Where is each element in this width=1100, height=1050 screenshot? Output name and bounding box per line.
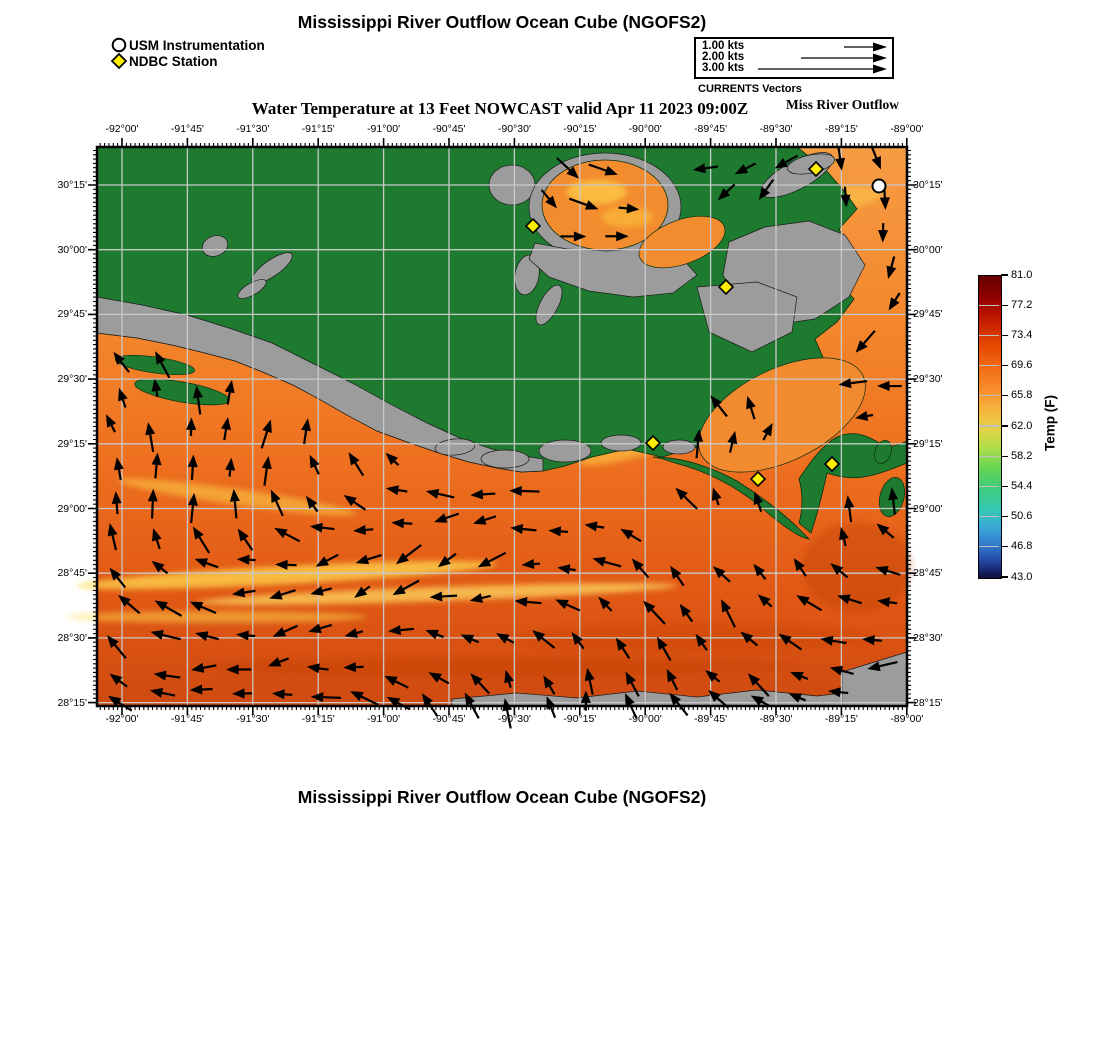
y-tick-label: 28°45': [57, 567, 87, 580]
vector-key-row-2: 2.00 kts: [702, 51, 745, 63]
x-tick-label: -91°45': [170, 713, 204, 725]
vector-arrow-icon: [873, 43, 887, 52]
colorbar-level-line: [979, 546, 999, 547]
colorbar-tick-label: 65.8: [1011, 389, 1033, 402]
y-tick-label: 30°00': [57, 243, 87, 256]
y-tick-label: 29°30': [57, 373, 87, 386]
legend-ndbc-label: NDBC Station: [129, 54, 218, 69]
colorbar-tick: [1001, 335, 1008, 336]
colorbar-tick: [1001, 395, 1008, 396]
y-tick-label: 28°30': [913, 631, 943, 644]
y-tick-label: 30°00': [913, 243, 943, 256]
x-tick-label: -91°15': [301, 713, 335, 725]
colorbar-tick-label: 54.4: [1011, 479, 1033, 492]
y-tick-label: 29°30': [913, 373, 943, 386]
x-tick-label: -91°00': [367, 713, 401, 725]
vector-arrow-icon: [873, 65, 887, 74]
x-tick-label: -91°45': [170, 123, 204, 135]
legend-usm-label: USM Instrumentation: [129, 38, 265, 53]
colorbar-level-line: [979, 456, 999, 457]
colorbar-tick-label: 62.0: [1011, 419, 1033, 432]
colorbar-tick-label: 73.4: [1011, 328, 1033, 341]
figure-title: Mississippi River Outflow Ocean Cube (NGOFS2): [297, 12, 707, 32]
y-tick-label: 29°45': [57, 308, 87, 321]
colorbar-level-line: [979, 425, 999, 426]
y-tick-label: 28°45': [913, 567, 943, 580]
vector-key-arrows: [696, 39, 892, 77]
y-tick-label: 29°00': [57, 502, 87, 515]
x-tick-label: -89°45': [694, 713, 728, 725]
colorbar-tick: [1001, 365, 1008, 366]
colorbar-tick: [1001, 456, 1008, 457]
circle-icon: [113, 39, 126, 52]
x-tick-label: -89°45': [694, 123, 728, 135]
currents-caption: CURRENTS Vectors: [698, 83, 802, 95]
y-tick-label: 28°15': [913, 696, 943, 709]
plot-subtitle: Water Temperature at 13 Feet NOWCAST valid Apr 11 2023 09:00Z: [251, 99, 749, 118]
colorbar-tick: [1001, 425, 1008, 426]
colorbar-gradient: [978, 275, 1002, 579]
x-tick-label: -90°00': [628, 123, 662, 135]
colorbar-tick-label: 77.2: [1011, 298, 1033, 311]
x-tick-label: -90°15': [563, 123, 597, 135]
colorbar-level-line: [979, 516, 999, 517]
x-tick-label: -91°15': [301, 123, 335, 135]
y-tick-label: 28°15': [57, 696, 87, 709]
x-tick-label: -89°30': [759, 713, 793, 725]
vector-key-box: [694, 37, 894, 79]
y-tick-label: 30°15': [57, 179, 87, 191]
vector-key-row-1: 1.00 kts: [702, 40, 745, 52]
x-tick-label: -90°30': [497, 123, 531, 135]
colorbar-tick: [1001, 546, 1008, 547]
x-tick-label: -90°45': [432, 123, 466, 135]
colorbar-tick: [1001, 274, 1008, 275]
x-tick-label: -90°30': [497, 713, 531, 725]
x-tick-label: -89°30': [759, 123, 793, 135]
colorbar-tick-label: 50.6: [1011, 510, 1033, 523]
y-tick-label: 28°30': [57, 631, 87, 644]
y-tick-label: 29°15': [913, 437, 943, 450]
y-tick-label: 29°15': [57, 437, 87, 450]
colorbar-tick: [1001, 516, 1008, 517]
colorbar-tick-label: 69.6: [1011, 359, 1033, 372]
colorbar-tick: [1001, 305, 1008, 306]
colorbar-level-line: [979, 335, 999, 336]
y-tick-label: 29°45': [913, 308, 943, 321]
x-tick-label: -91°00': [367, 123, 401, 135]
x-tick-label: -92°00': [105, 713, 139, 725]
colorbar-tick-label: 46.8: [1011, 540, 1033, 553]
vector-arrow-icon: [873, 54, 887, 63]
map-plot: [97, 147, 907, 706]
colorbar-tick-label: 43.0: [1011, 570, 1033, 583]
colorbar-title: Temp (F): [1042, 395, 1058, 451]
x-tick-label: -89°00': [890, 123, 924, 135]
x-tick-label: -89°00': [890, 713, 924, 725]
colorbar-tick: [1001, 576, 1008, 577]
x-tick-label: -89°15': [824, 713, 858, 725]
diamond-icon: [112, 54, 126, 68]
footer-title: Mississippi River Outflow Ocean Cube (NGOFS2): [297, 787, 707, 807]
x-tick-label: -89°15': [824, 123, 858, 135]
colorbar-level-line: [979, 305, 999, 306]
colorbar-level-line: [979, 395, 999, 396]
colorbar-tick-label: 58.2: [1011, 449, 1033, 462]
y-tick-label: 30°15': [913, 179, 943, 191]
outflow-annotation: Miss River Outflow: [786, 97, 899, 112]
x-tick-label: -91°30': [236, 123, 270, 135]
usm-station-marker: [873, 180, 886, 193]
x-tick-label: -91°30': [236, 713, 270, 725]
vector-key-row-3: 3.00 kts: [702, 62, 745, 74]
x-tick-label: -90°00': [628, 713, 662, 725]
colorbar-tick: [1001, 486, 1008, 487]
colorbar-level-line: [979, 486, 999, 487]
x-tick-label: -90°45': [432, 713, 466, 725]
colorbar-level-line: [979, 365, 999, 366]
x-tick-label: -90°15': [563, 713, 597, 725]
y-tick-label: 29°00': [913, 502, 943, 515]
x-tick-label: -92°00': [105, 123, 139, 135]
colorbar-tick-label: 81.0: [1011, 268, 1033, 281]
